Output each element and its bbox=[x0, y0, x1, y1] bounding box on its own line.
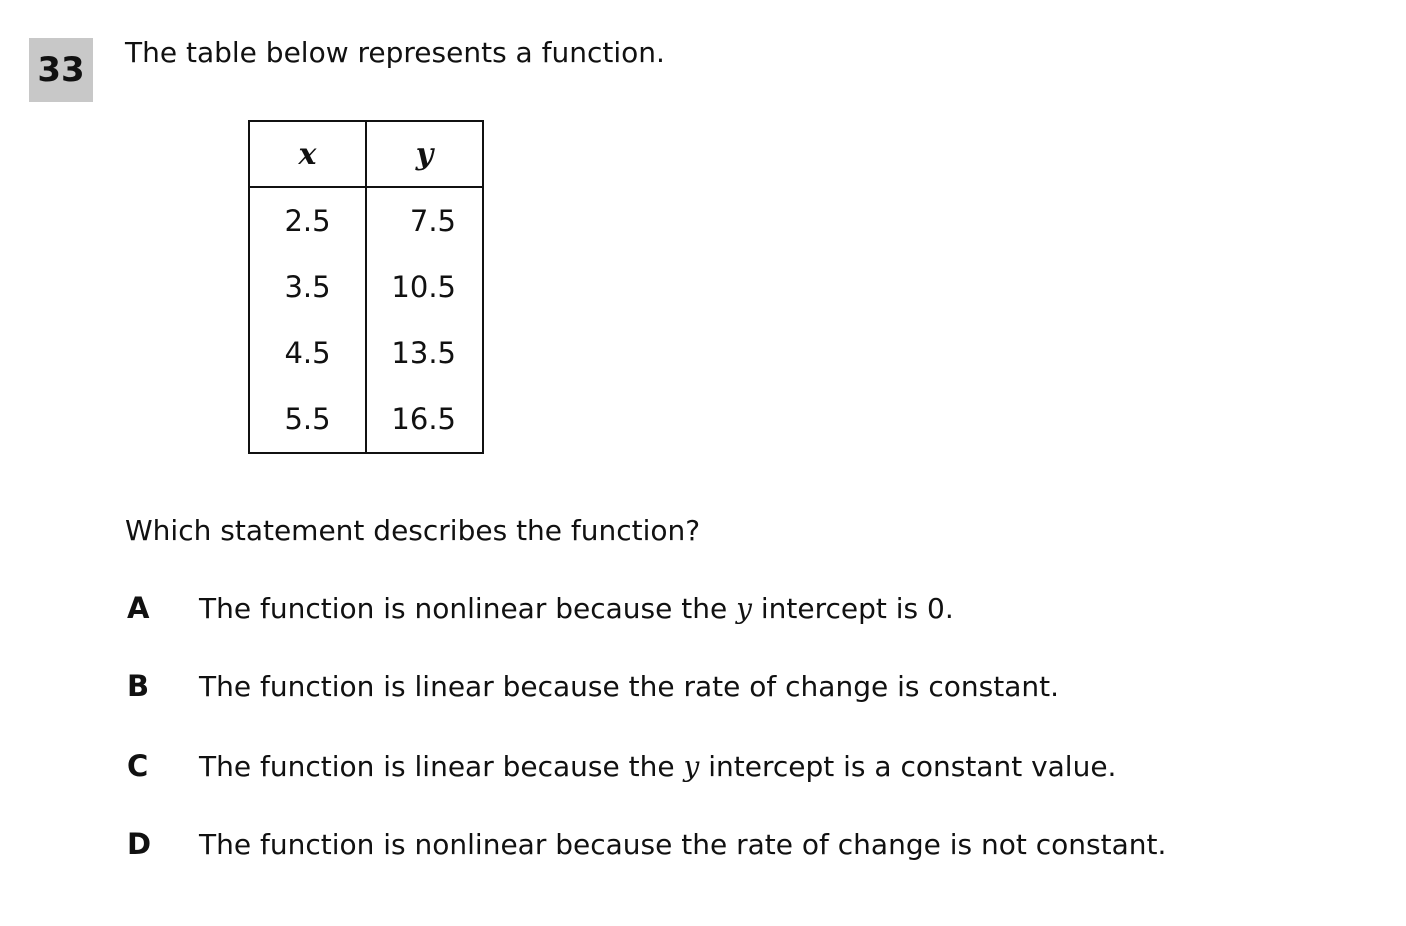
x-value: 3.5 bbox=[284, 270, 331, 304]
choice-c[interactable] bbox=[127, 747, 1116, 786]
choice-text: The function is linear because the rate of change is constant. bbox=[199, 670, 1059, 703]
x-value: 4.5 bbox=[284, 336, 331, 370]
choice-a[interactable] bbox=[127, 589, 954, 628]
x-value: 5.5 bbox=[284, 402, 331, 436]
table-row bbox=[249, 187, 483, 254]
choice-text: The function is nonlinear because the rate of change is not constant. bbox=[199, 828, 1167, 861]
choice-d[interactable] bbox=[127, 825, 1166, 864]
x-value: 2.5 bbox=[284, 204, 331, 238]
question-prompt: The table below represents a function. bbox=[125, 36, 665, 69]
table-row bbox=[249, 320, 483, 386]
function-table bbox=[248, 120, 484, 454]
table-header-row bbox=[249, 121, 483, 187]
y-value: 7.5 bbox=[366, 187, 483, 254]
table-row bbox=[249, 254, 483, 320]
choice-letter: B bbox=[127, 669, 150, 703]
choice-letter: C bbox=[127, 749, 149, 783]
choice-letter: D bbox=[127, 827, 152, 861]
question-number-badge bbox=[29, 38, 93, 102]
y-value: 13.5 bbox=[366, 320, 483, 386]
question-text: Which statement describes the function? bbox=[125, 514, 701, 547]
header-y: y bbox=[366, 121, 483, 187]
y-value: 16.5 bbox=[366, 386, 483, 453]
question-number: 33 bbox=[37, 50, 85, 90]
choice-text: The function is nonlinear because the y intercept is 0. bbox=[199, 592, 954, 625]
choice-b[interactable] bbox=[127, 667, 1059, 706]
header-x: x bbox=[249, 121, 366, 187]
choice-letter: A bbox=[127, 591, 150, 625]
table-row bbox=[249, 386, 483, 453]
y-value: 10.5 bbox=[366, 254, 483, 320]
choice-text: The function is linear because the y intercept is a constant value. bbox=[199, 750, 1117, 783]
